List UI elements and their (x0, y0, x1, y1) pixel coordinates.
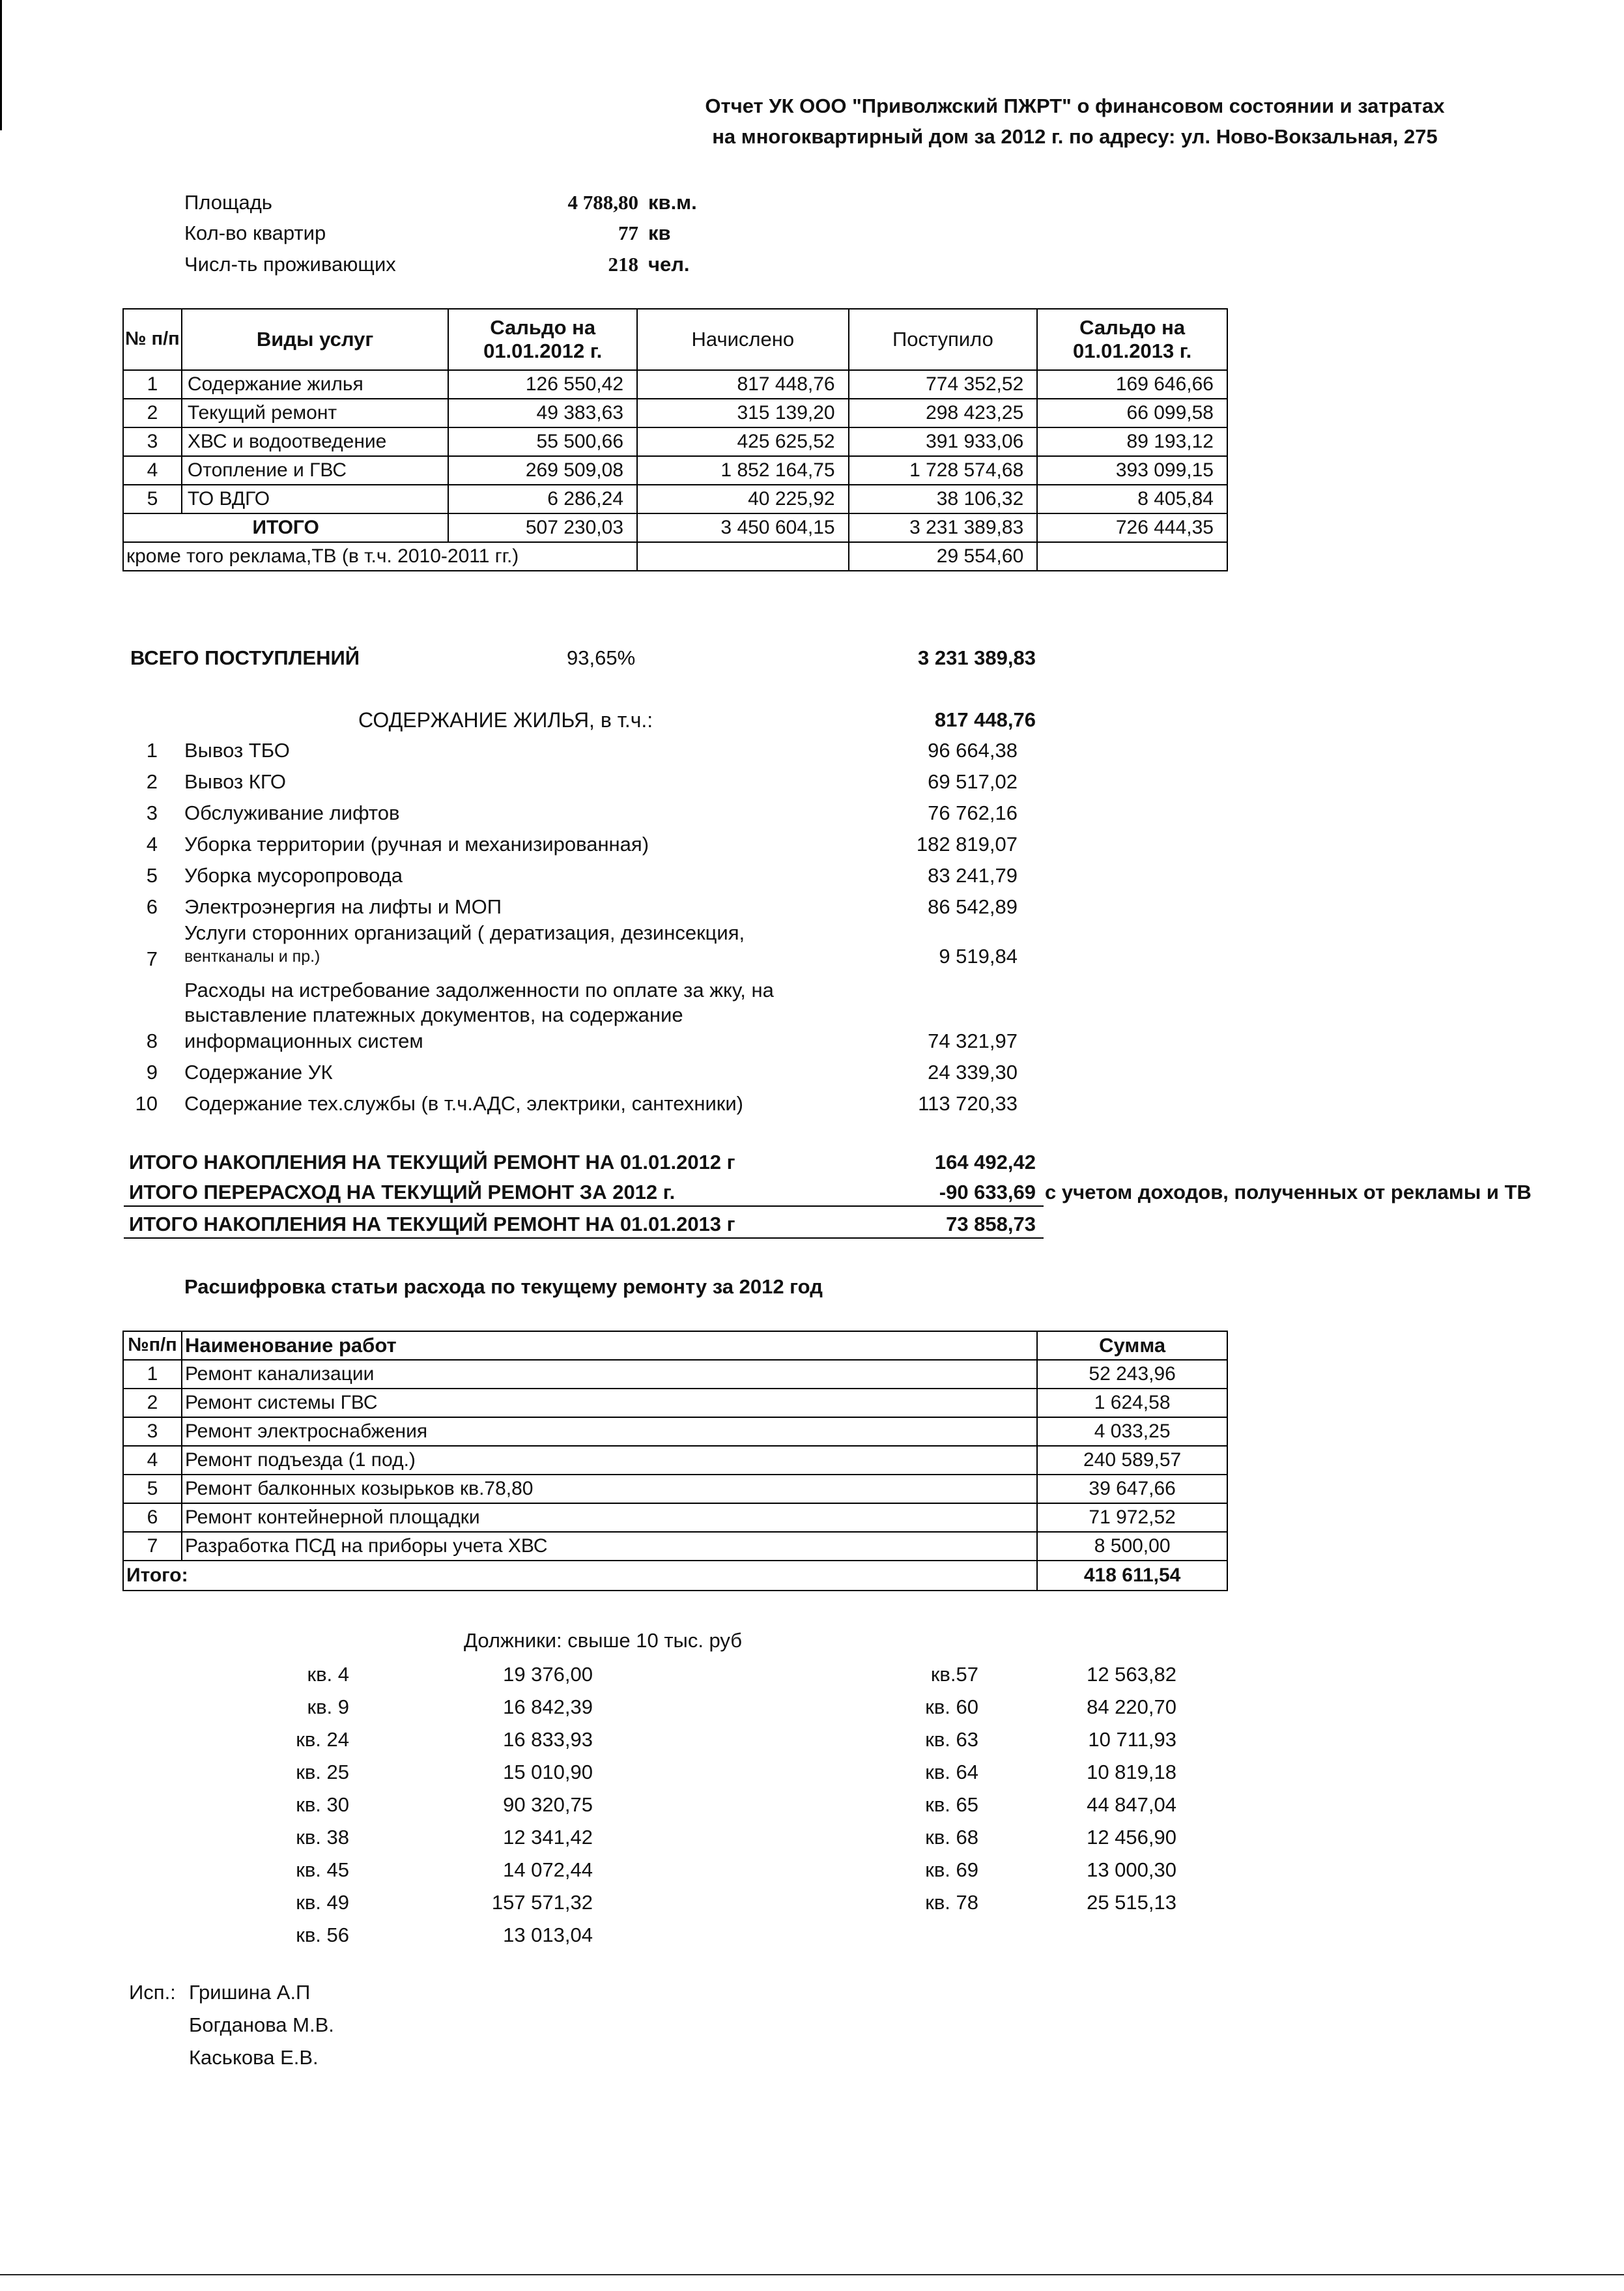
row-number: 5 (123, 1475, 182, 1503)
col-header-balance-2012: Сальдо на 01.01.2012 г. (448, 309, 637, 370)
debtor-apartment: кв. 63 (925, 1728, 978, 1751)
item-label: Уборка мусоропровода (184, 864, 403, 887)
executors-label: Исп.: (129, 1981, 176, 2004)
all-income-percent: 93,65% (567, 646, 636, 669)
balance-2013: 393 099,15 (1037, 456, 1227, 485)
repair-overspend-label: ИТОГО ПЕРЕРАСХОД НА ТЕКУЩИЙ РЕМОНТ ЗА 2012 г. (129, 1181, 676, 1203)
work-name: Ремонт канализации (182, 1360, 1037, 1389)
work-name: Ремонт электроснабжения (182, 1417, 1037, 1446)
col-header-service: Виды услуг (182, 309, 449, 370)
balance-2013: 66 099,58 (1037, 399, 1227, 427)
repair-overspend-value: -90 633,69 (939, 1181, 1036, 1203)
table-row (123, 1389, 1227, 1417)
repair-savings-2013-label: ИТОГО НАКОПЛЕНИЯ НА ТЕКУЩИЙ РЕМОНТ НА 01.01.2013 г (129, 1213, 735, 1235)
table-row (123, 1532, 1227, 1561)
work-name: Разработка ПСД на приборы учета ХВС (182, 1532, 1037, 1561)
repair-savings-2012-label: ИТОГО НАКОПЛЕНИЯ НА ТЕКУЩИЙ РЕМОНТ НА 01.01.2012 г (129, 1151, 735, 1174)
received: 38 106,32 (849, 485, 1038, 513)
item-number: 7 (146, 947, 158, 970)
table-row (123, 485, 1227, 513)
item-label: Вывоз КГО (184, 770, 287, 793)
debtor-sum: 13 000,30 (1087, 1858, 1176, 1881)
item-label: Содержание УК (184, 1061, 333, 1084)
maintenance-title: СОДЕРЖАНИЕ ЖИЛЬЯ, в т.ч.: (358, 708, 653, 732)
received: 298 423,25 (849, 399, 1038, 427)
table-row (123, 1417, 1227, 1446)
row-number: 4 (123, 456, 182, 485)
debtor-sum: 90 320,75 (503, 1793, 593, 1816)
item-number: 4 (146, 833, 158, 856)
item-value: 74 321,97 (928, 1030, 1018, 1052)
charged: 40 225,92 (637, 485, 849, 513)
debtor-apartment: кв. 4 (307, 1663, 349, 1686)
debtor-sum: 84 220,70 (1087, 1695, 1176, 1718)
service-name: Текущий ремонт (182, 399, 449, 427)
debtor-sum: 157 571,32 (491, 1891, 593, 1914)
repair-header-row (123, 1331, 1227, 1360)
col-header-number: №п/п (123, 1331, 182, 1360)
debtor-apartment: кв. 78 (925, 1891, 978, 1914)
item-value: 83 241,79 (928, 864, 1018, 887)
item-value: 182 819,07 (916, 833, 1018, 856)
info-residents-label: Числ-ть проживающих (184, 253, 396, 276)
debtor-sum: 12 563,82 (1087, 1663, 1176, 1686)
all-income-value: 3 231 389,83 (917, 646, 1036, 669)
table-row (123, 1360, 1227, 1389)
item-value: 24 339,30 (928, 1061, 1018, 1084)
row-number: 6 (123, 1503, 182, 1532)
debtor-apartment: кв. 65 (925, 1793, 978, 1816)
scan-edge-line (0, 0, 2, 130)
debtor-apartment: кв. 60 (925, 1695, 978, 1718)
executor-name: Гришина А.П (189, 1981, 311, 2004)
item-value: 96 664,38 (928, 739, 1018, 762)
info-area-unit: кв.м. (648, 191, 697, 214)
work-name: Ремонт контейнерной площадки (182, 1503, 1037, 1532)
debtor-apartment: кв.57 (930, 1663, 978, 1686)
all-income-label: ВСЕГО ПОСТУПЛЕНИЙ (130, 646, 360, 669)
balance-2012: 269 509,08 (448, 456, 637, 485)
debtor-apartment: кв. 64 (925, 1761, 978, 1783)
service-name: Содержание жилья (182, 370, 449, 399)
balance-2013: 8 405,84 (1037, 485, 1227, 513)
debtor-sum: 25 515,13 (1087, 1891, 1176, 1914)
item-value: 69 517,02 (928, 770, 1018, 793)
item-number: 10 (135, 1092, 158, 1115)
extra-empty-2 (1037, 542, 1227, 571)
info-area-value: 4 788,80 (567, 191, 638, 214)
repair-table-caption: Расшифровка статьи расхода по текущему ремонту за 2012 год (184, 1275, 823, 1298)
report-title-line2: на многоквартирный дом за 2012 г. по адресу: ул. Ново-Вокзальная, 275 (712, 125, 1438, 148)
debtor-sum: 16 833,93 (503, 1728, 593, 1751)
row-number: 3 (123, 1417, 182, 1446)
item-value: 76 762,16 (928, 801, 1018, 824)
debtors-title: Должники: свыше 10 тыс. руб (464, 1629, 743, 1652)
work-name: Ремонт подъезда (1 под.) (182, 1446, 1037, 1475)
repair-total-value: 418 611,54 (1037, 1561, 1227, 1591)
repair-savings-2012-value: 164 492,42 (934, 1151, 1036, 1174)
charged: 817 448,76 (637, 370, 849, 399)
table-row (123, 456, 1227, 485)
balance-2012: 49 383,63 (448, 399, 637, 427)
row-number: 2 (123, 399, 182, 427)
work-amount: 4 033,25 (1037, 1417, 1227, 1446)
item-label: Вывоз ТБО (184, 739, 290, 762)
item-label-cont: информационных систем (184, 1030, 423, 1052)
service-name: Отопление и ГВС (182, 456, 449, 485)
table-row (123, 1503, 1227, 1532)
service-name: ХВС и водоотведение (182, 427, 449, 456)
work-name: Ремонт балконных козырьков кв.78,80 (182, 1475, 1037, 1503)
debtor-sum: 44 847,04 (1087, 1793, 1176, 1816)
item-number: 6 (146, 895, 158, 918)
item-number: 9 (146, 1061, 158, 1084)
repair-table (122, 1331, 1228, 1591)
debtor-apartment: кв. 45 (296, 1858, 349, 1881)
charged: 1 852 164,75 (637, 456, 849, 485)
received: 391 933,06 (849, 427, 1038, 456)
divider (124, 1205, 1044, 1207)
col-header-received: Поступило (849, 309, 1038, 370)
col-header-amount: Сумма (1037, 1331, 1227, 1360)
debtor-apartment: кв. 30 (296, 1793, 349, 1816)
info-area-label: Площадь (184, 191, 272, 214)
item-number: 2 (146, 770, 158, 793)
item-number: 8 (146, 1030, 158, 1052)
col-header-number: № п/п (123, 309, 182, 370)
debtor-apartment: кв. 24 (296, 1728, 349, 1751)
table-row (123, 427, 1227, 456)
debtor-apartment: кв. 56 (296, 1924, 349, 1946)
services-extra-row (123, 542, 1227, 571)
row-number: 3 (123, 427, 182, 456)
item-label: Расходы на истребование задолженности по оплате за жку, на (184, 979, 774, 1001)
charged: 315 139,20 (637, 399, 849, 427)
extra-value: 29 554,60 (849, 542, 1038, 571)
item-number: 3 (146, 801, 158, 824)
item-number: 1 (146, 739, 158, 762)
table-row (123, 1475, 1227, 1503)
work-amount: 52 243,96 (1037, 1360, 1227, 1389)
table-row (123, 370, 1227, 399)
work-name: Ремонт системы ГВС (182, 1389, 1037, 1417)
balance-2012: 126 550,42 (448, 370, 637, 399)
info-residents-unit: чел. (648, 253, 690, 276)
work-amount: 71 972,52 (1037, 1503, 1227, 1532)
item-value: 9 519,84 (939, 945, 1018, 968)
total-received: 3 231 389,83 (849, 513, 1038, 542)
received: 1 728 574,68 (849, 456, 1038, 485)
debtor-apartment: кв. 38 (296, 1826, 349, 1849)
extra-label: кроме того реклама,ТВ (в т.ч. 2010-2011 гг.) (123, 542, 637, 571)
extra-empty (637, 542, 849, 571)
item-value: 86 542,89 (928, 895, 1018, 918)
info-residents-value: 218 (608, 253, 638, 276)
debtor-apartment: кв. 68 (925, 1826, 978, 1849)
repair-total-label: Итого: (123, 1561, 1037, 1591)
report-title-line1: Отчет УК ООО "Приволжский ПЖРТ" о финансовом состоянии и затратах (705, 94, 1445, 117)
debtor-sum: 12 456,90 (1087, 1826, 1176, 1849)
balance-2012: 6 286,24 (448, 485, 637, 513)
row-number: 5 (123, 485, 182, 513)
debtor-sum: 19 376,00 (503, 1663, 593, 1686)
balance-2013: 169 646,66 (1037, 370, 1227, 399)
total-charged: 3 450 604,15 (637, 513, 849, 542)
total-balance-2013: 726 444,35 (1037, 513, 1227, 542)
services-total-row (123, 513, 1227, 542)
table-row (123, 1446, 1227, 1475)
balance-2013: 89 193,12 (1037, 427, 1227, 456)
row-number: 2 (123, 1389, 182, 1417)
info-apartments-value: 77 (618, 222, 638, 244)
executor-name: Богданова М.В. (189, 2013, 334, 2036)
repair-overspend-note: с учетом доходов, полученных от рекламы и ТВ (1045, 1181, 1531, 1203)
item-label-cont: вентканалы и пр.) (184, 947, 321, 966)
debtor-sum: 12 341,42 (503, 1826, 593, 1849)
debtor-sum: 16 842,39 (503, 1695, 593, 1718)
debtor-sum: 13 013,04 (503, 1924, 593, 1946)
debtor-apartment: кв. 25 (296, 1761, 349, 1783)
balance-2012: 55 500,66 (448, 427, 637, 456)
maintenance-total: 817 448,76 (934, 708, 1036, 731)
debtor-apartment: кв. 69 (925, 1858, 978, 1881)
table-row (123, 399, 1227, 427)
debtor-sum: 15 010,90 (503, 1761, 593, 1783)
services-header-row (123, 309, 1227, 370)
debtor-sum: 10 711,93 (1088, 1728, 1176, 1751)
work-amount: 240 589,57 (1037, 1446, 1227, 1475)
divider (124, 1237, 1044, 1239)
row-number: 7 (123, 1532, 182, 1561)
item-label: Содержание тех.службы (в т.ч.АДС, электрики, сантехники) (184, 1092, 743, 1115)
charged: 425 625,52 (637, 427, 849, 456)
work-amount: 8 500,00 (1037, 1532, 1227, 1561)
service-name: ТО ВДГО (182, 485, 449, 513)
info-apartments-label: Кол-во квартир (184, 222, 326, 244)
debtor-sum: 14 072,44 (503, 1858, 593, 1881)
debtor-apartment: кв. 9 (307, 1695, 349, 1718)
item-label: Уборка территории (ручная и механизированная) (184, 833, 649, 856)
scan-bottom-line (0, 2274, 1624, 2275)
item-label-cont: выставление платежных документов, на содержание (184, 1003, 683, 1026)
debtor-sum: 10 819,18 (1087, 1761, 1176, 1783)
total-label: ИТОГО (123, 513, 448, 542)
received: 774 352,52 (849, 370, 1038, 399)
col-header-balance-2013: Сальдо на 01.01.2013 г. (1037, 309, 1227, 370)
col-header-charged: Начислено (637, 309, 849, 370)
item-value: 113 720,33 (918, 1092, 1018, 1115)
services-table (122, 308, 1228, 571)
repair-savings-2013-value: 73 858,73 (946, 1213, 1036, 1235)
row-number: 4 (123, 1446, 182, 1475)
item-label: Обслуживание лифтов (184, 801, 400, 824)
debtor-apartment: кв. 49 (296, 1891, 349, 1914)
row-number: 1 (123, 1360, 182, 1389)
col-header-work-name: Наименование работ (182, 1331, 1037, 1360)
item-label: Электроэнергия на лифты и МОП (184, 895, 502, 918)
item-number: 5 (146, 864, 158, 887)
work-amount: 39 647,66 (1037, 1475, 1227, 1503)
executor-name: Каськова Е.В. (189, 2046, 319, 2069)
info-apartments-unit: кв (648, 222, 671, 244)
work-amount: 1 624,58 (1037, 1389, 1227, 1417)
total-balance-2012: 507 230,03 (448, 513, 637, 542)
item-label: Услуги сторонних организаций ( дератизация, дезинсекция, (184, 921, 745, 944)
row-number: 1 (123, 370, 182, 399)
repair-total-row (123, 1561, 1227, 1591)
